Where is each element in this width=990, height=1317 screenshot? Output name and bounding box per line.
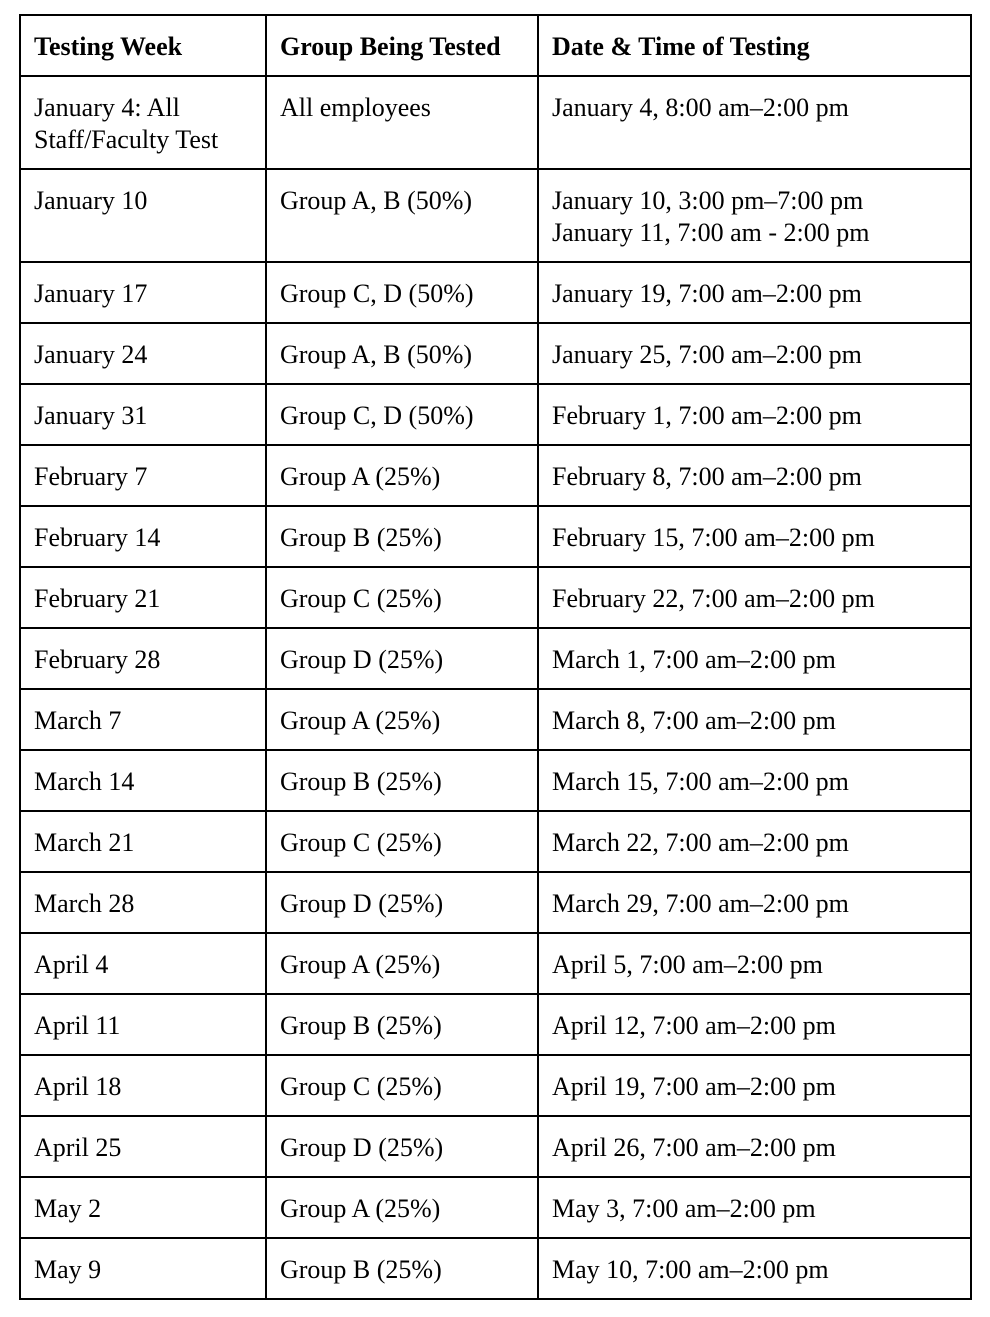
cell-group-being-tested: Group B (25%) [266,994,538,1055]
cell-date-time-of-testing [538,628,971,689]
cell-testing-week: February 21 [20,567,266,628]
cell-date-time-of-testing [538,811,971,872]
cell-group-being-tested: Group D (25%) [266,872,538,933]
cell-testing-week: March 28 [20,872,266,933]
cell-date-time-of-testing [538,750,971,811]
cell-date-time-of-testing [538,1177,971,1238]
cell-group-being-tested: Group A (25%) [266,689,538,750]
cell-date-time-of-testing [538,994,971,1055]
cell-date-time-of-testing [538,506,971,567]
table-row [20,445,971,506]
cell-date-time-line: January 10, 3:00 pm–7:00 pm [552,186,864,215]
cell-group-being-tested: All employees [266,76,538,169]
table-row [20,76,971,169]
table-row [20,750,971,811]
cell-testing-week: February 7 [20,445,266,506]
cell-date-time-of-testing [538,689,971,750]
cell-date-time-line: May 3, 7:00 am–2:00 pm [552,1194,816,1223]
cell-date-time-of-testing [538,445,971,506]
table-row [20,933,971,994]
cell-group-being-tested: Group C (25%) [266,811,538,872]
cell-testing-week: March 21 [20,811,266,872]
cell-group-being-tested: Group D (25%) [266,1116,538,1177]
table-row [20,628,971,689]
cell-group-being-tested: Group A, B (50%) [266,323,538,384]
table-row [20,994,971,1055]
cell-date-time-line: May 10, 7:00 am–2:00 pm [552,1255,829,1284]
cell-testing-week: April 25 [20,1116,266,1177]
cell-testing-week: February 28 [20,628,266,689]
cell-group-being-tested: Group C (25%) [266,567,538,628]
cell-testing-week: April 18 [20,1055,266,1116]
cell-date-time-line: April 19, 7:00 am–2:00 pm [552,1072,836,1101]
cell-group-being-tested: Group B (25%) [266,506,538,567]
cell-date-time-of-testing [538,1116,971,1177]
cell-date-time-line: February 22, 7:00 am–2:00 pm [552,584,875,613]
cell-date-time-line: March 22, 7:00 am–2:00 pm [552,828,849,857]
cell-group-being-tested: Group B (25%) [266,750,538,811]
cell-date-time-of-testing [538,323,971,384]
cell-date-time-line: April 5, 7:00 am–2:00 pm [552,950,823,979]
table-body [20,76,971,1299]
cell-testing-week: May 2 [20,1177,266,1238]
cell-group-being-tested: Group C, D (50%) [266,384,538,445]
cell-date-time-line: March 1, 7:00 am–2:00 pm [552,645,836,674]
testing-schedule-table [19,14,972,1300]
table-row [20,323,971,384]
cell-date-time-line: April 12, 7:00 am–2:00 pm [552,1011,836,1040]
cell-date-time-line: February 8, 7:00 am–2:00 pm [552,462,862,491]
cell-group-being-tested: Group C (25%) [266,1055,538,1116]
cell-testing-week-line: January 4: All [34,93,180,122]
cell-date-time-of-testing [538,262,971,323]
cell-testing-week: January 10 [20,169,266,262]
cell-date-time-line: February 1, 7:00 am–2:00 pm [552,401,862,430]
table-row [20,811,971,872]
cell-testing-week [20,76,266,169]
table-row [20,872,971,933]
cell-testing-week: January 17 [20,262,266,323]
table-row [20,1116,971,1177]
header-row [20,15,971,76]
cell-testing-week-line: Staff/Faculty Test [34,125,219,154]
cell-group-being-tested: Group D (25%) [266,628,538,689]
cell-date-time-line: March 8, 7:00 am–2:00 pm [552,706,836,735]
cell-date-time-line: January 4, 8:00 am–2:00 pm [552,93,849,122]
cell-date-time-of-testing [538,76,971,169]
cell-date-time-of-testing [538,169,971,262]
cell-date-time-of-testing [538,384,971,445]
header-group-being-tested: Group Being Tested [266,15,538,76]
cell-testing-week: February 14 [20,506,266,567]
table-row [20,262,971,323]
cell-date-time-line: January 19, 7:00 am–2:00 pm [552,279,862,308]
table-row [20,689,971,750]
table-row [20,1055,971,1116]
cell-group-being-tested: Group C, D (50%) [266,262,538,323]
cell-testing-week: April 4 [20,933,266,994]
cell-testing-week: January 24 [20,323,266,384]
cell-group-being-tested: Group A (25%) [266,933,538,994]
cell-testing-week: March 7 [20,689,266,750]
cell-date-time-line: March 15, 7:00 am–2:00 pm [552,767,849,796]
cell-date-time-line: March 29, 7:00 am–2:00 pm [552,889,849,918]
cell-date-time-of-testing [538,933,971,994]
table-row [20,384,971,445]
cell-group-being-tested: Group A (25%) [266,1177,538,1238]
cell-date-time-line: January 11, 7:00 am - 2:00 pm [552,218,870,247]
header-testing-week: Testing Week [20,15,266,76]
table-row [20,1177,971,1238]
cell-date-time-line: January 25, 7:00 am–2:00 pm [552,340,862,369]
cell-date-time-line: April 26, 7:00 am–2:00 pm [552,1133,836,1162]
table-row [20,506,971,567]
cell-date-time-of-testing [538,567,971,628]
table-row [20,169,971,262]
cell-group-being-tested: Group A (25%) [266,445,538,506]
cell-testing-week: April 11 [20,994,266,1055]
cell-testing-week: January 31 [20,384,266,445]
cell-date-time-of-testing [538,1055,971,1116]
table-header [20,15,971,76]
cell-date-time-of-testing [538,1238,971,1299]
cell-date-time-of-testing [538,872,971,933]
cell-group-being-tested: Group A, B (50%) [266,169,538,262]
cell-date-time-line: February 15, 7:00 am–2:00 pm [552,523,875,552]
header-date-time-of-testing: Date & Time of Testing [538,15,971,76]
cell-testing-week: May 9 [20,1238,266,1299]
cell-testing-week: March 14 [20,750,266,811]
table-row [20,567,971,628]
table-row [20,1238,971,1299]
cell-group-being-tested: Group B (25%) [266,1238,538,1299]
